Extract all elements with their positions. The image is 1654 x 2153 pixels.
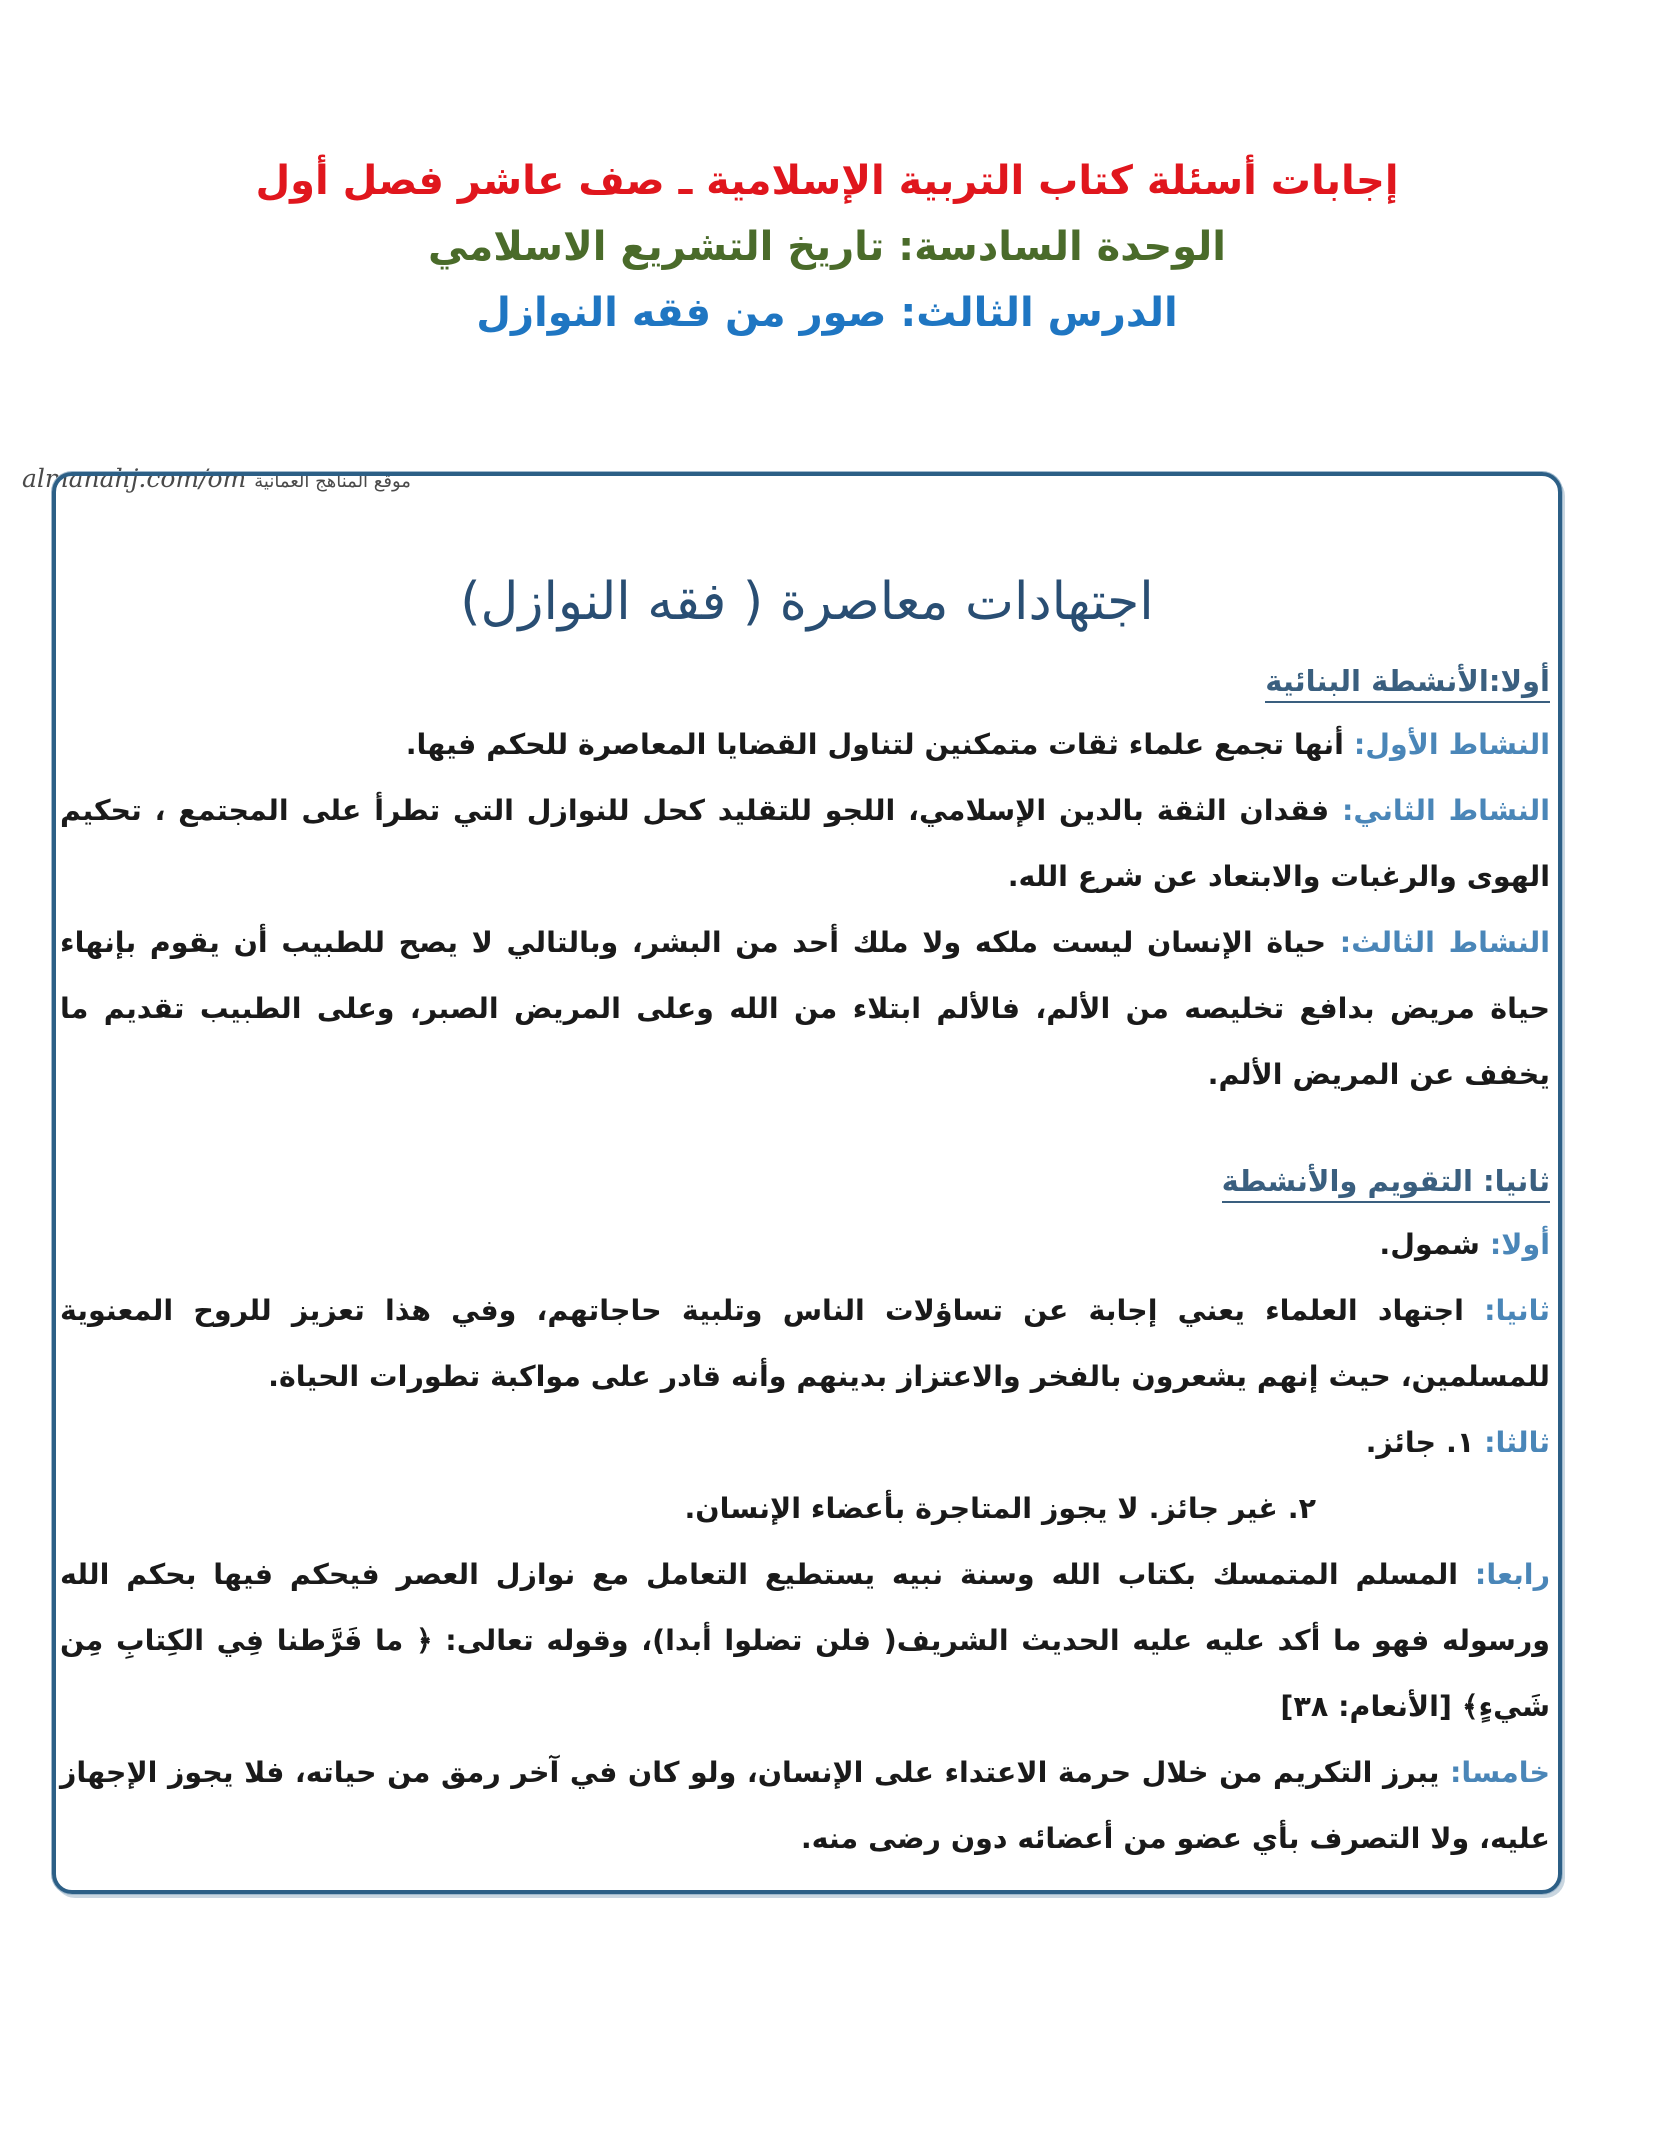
answers-text xyxy=(60,650,1550,1872)
activity-2-label: النشاط الثاني: xyxy=(1342,794,1550,827)
section-heading-constructive-activities: أولا:الأنشطة البنائية xyxy=(60,650,1550,712)
answer-2-text: اجتهاد العلماء يعني إجابة عن تساؤلات الناس وتلبية حاجاتهم، وفي هذا تعزيز للروح المعنوية للمسلمين، حيث إنهم يشعرون بالفخر والاعتزاز بدينهم وأنه قادر على مواكبة تطورات الحياة. xyxy=(60,1294,1550,1393)
answer-3 xyxy=(60,1410,1550,1476)
activity-2 xyxy=(60,778,1550,910)
section-gap xyxy=(60,1108,1550,1150)
answer-2-label: ثانيا: xyxy=(1484,1294,1550,1327)
unit-title: الوحدة السادسة: تاريخ التشريع الاسلامي xyxy=(428,224,1226,270)
answer-4-label: رابعا: xyxy=(1474,1558,1550,1591)
lesson-title: الدرس الثالث: صور من فقه النوازل xyxy=(476,290,1178,336)
answer-3-label: ثالثا: xyxy=(1484,1426,1550,1459)
activity-2-text: فقدان الثقة بالدين الإسلامي، اللجو للتقليد كحل للنوازل التي تطرأ على المجتمع ، تحكيم الهوى والرغبات والابتعاد عن شرع الله. xyxy=(60,794,1550,893)
box-title: اجتهادات معاصرة ( فقه النوازل) xyxy=(460,572,1154,632)
answer-1 xyxy=(60,1212,1550,1278)
watermark-site-name: موقع المناهج العمانية xyxy=(254,471,411,492)
answer-5 xyxy=(60,1740,1550,1872)
activity-1-text: أنها تجمع علماء ثقات متمكنين لتناول القضايا المعاصرة للحكم فيها. xyxy=(405,728,1344,761)
answer-2 xyxy=(60,1278,1550,1410)
answer-5-label: خامسا: xyxy=(1450,1756,1550,1789)
activity-3-text: حياة الإنسان ليست ملكه ولا ملك أحد من البشر، وبالتالي لا يصح للطبيب أن يقوم بإنهاء حياة مريض بدافع تخليصه من الألم، فالألم ابتلاء من الله وعلى المريض الصبر، وعلى الطبيب تقديم ما يخفف عن المريض الألم. xyxy=(60,926,1550,1091)
section-heading-evaluation: ثانيا: التقويم والأنشطة xyxy=(60,1150,1550,1212)
activity-1-label: النشاط الأول: xyxy=(1353,728,1550,761)
answer-3-item-1: ١. جائز. xyxy=(1365,1426,1475,1459)
answer-5-text: يبرز التكريم من خلال حرمة الاعتداء على الإنسان، ولو كان في آخر رمق من حياته، فلا يجوز الإجهاز عليه، ولا التصرف بأي عضو من أعضائه دون رضى منه. xyxy=(60,1756,1550,1855)
answer-4-text: المسلم المتمسك بكتاب الله وسنة نبيه يستطيع التعامل مع نوازل العصر فيحكم فيها بحكم الله ورسوله فهو ما أكد عليه عليه الحديث الشريف( فلن تضلوا أبدا)، وقوله تعالى: ﴿ ما فَرَّطنا فِي الكِتابِ مِن شَيءٍ﴾ [الأنعام: ٣٨] xyxy=(60,1558,1550,1723)
document-title: إجابات أسئلة كتاب التربية الإسلامية ـ صف عاشر فصل أول xyxy=(255,158,1399,204)
answer-1-label: أولا: xyxy=(1489,1228,1550,1261)
answer-3-item-2: ٢. غير جائز. لا يجوز المتاجرة بأعضاء الإنسان. xyxy=(684,1492,1316,1525)
watermark-url: almanahj.com/om xyxy=(22,464,247,493)
activity-3-label: النشاط الثالث: xyxy=(1339,926,1550,959)
answer-4 xyxy=(60,1542,1550,1740)
document-header xyxy=(0,148,1654,346)
answer-1-text: شمول. xyxy=(1379,1228,1480,1261)
activity-3 xyxy=(60,910,1550,1108)
activity-1 xyxy=(60,712,1550,778)
